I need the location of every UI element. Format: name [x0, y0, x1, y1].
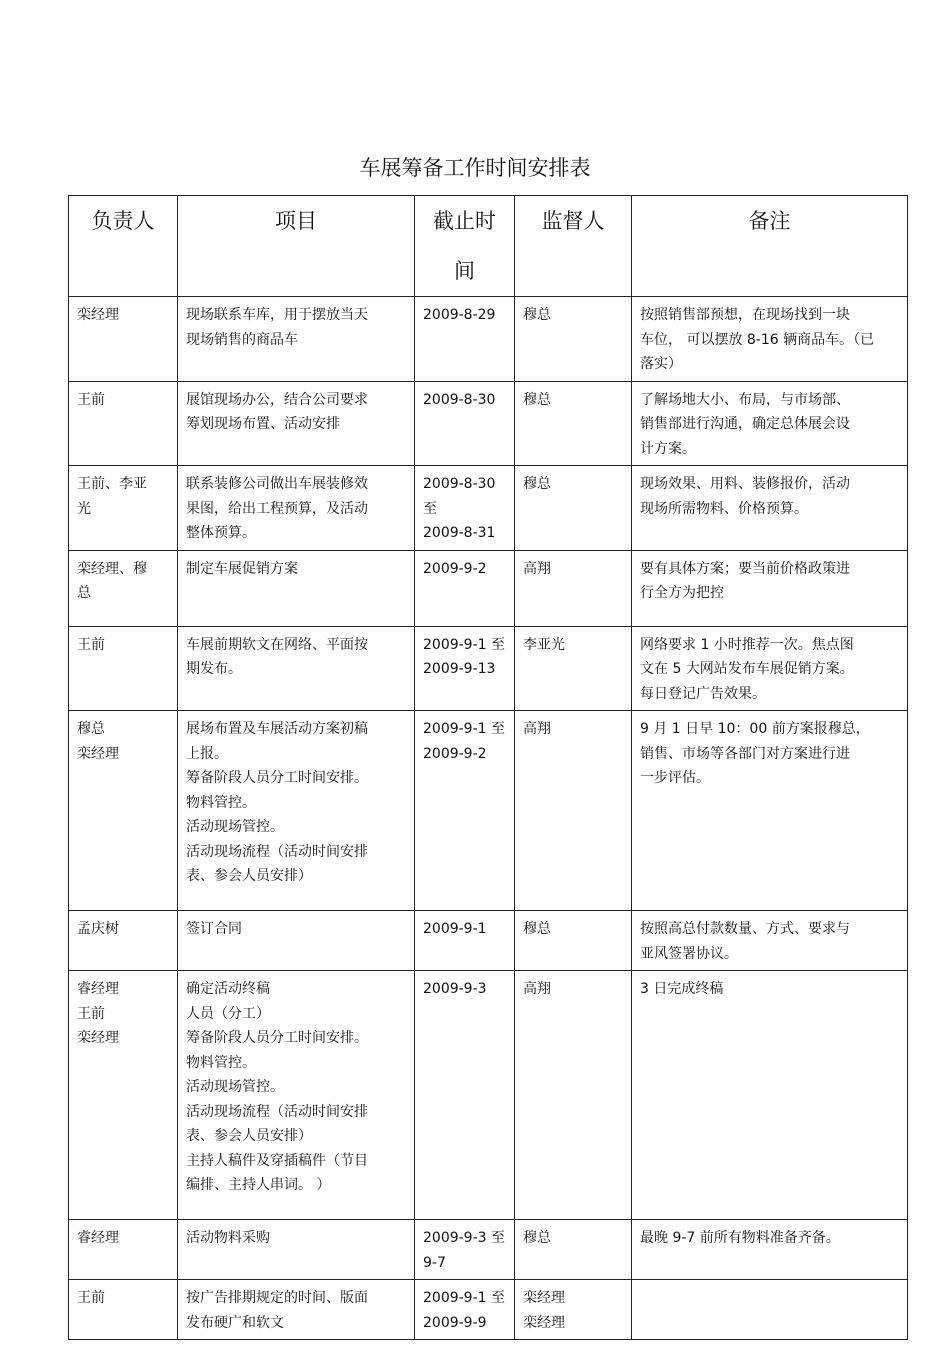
- cell-supervisor: [515, 626, 632, 711]
- owner-line: 栾经理、穆: [77, 560, 147, 577]
- cell-item: [178, 626, 415, 711]
- header-deadline: [415, 196, 515, 297]
- cell-deadline: [415, 911, 515, 971]
- note-line: 一步评估。: [640, 770, 710, 786]
- note-line: 车位， 可以摆放 8-16 辆商品车。（已: [640, 331, 875, 348]
- deadline-line: 9-7: [423, 1254, 446, 1271]
- deadline-line: 2009-9-3 至: [423, 1230, 505, 1246]
- item-line: 整体预算。: [186, 525, 256, 541]
- table-body: [69, 297, 908, 1340]
- cell-item: [178, 550, 415, 626]
- cell-item: [178, 297, 415, 382]
- owner-line: 睿经理: [77, 1230, 119, 1246]
- cell-note: [632, 711, 908, 911]
- cell-item: [178, 1220, 415, 1280]
- item-line: 活动现场流程（活动时间安排: [186, 1103, 368, 1120]
- table-row: [69, 911, 908, 971]
- supervisor-line: 高翔: [523, 981, 551, 997]
- header-row: [69, 196, 908, 297]
- item-line: 确定活动终稿: [186, 981, 270, 997]
- header-deadline-line: 截止时: [433, 209, 496, 233]
- cell-supervisor: [515, 1280, 632, 1340]
- owner-line: 栾经理: [77, 745, 119, 762]
- table-row: [69, 466, 908, 551]
- item-line: 主持人稿件及穿插稿件（节目: [186, 1152, 368, 1169]
- cell-item: [178, 381, 415, 466]
- table-row: [69, 297, 908, 382]
- item-line: 果图，给出工程预算，及活动: [186, 500, 368, 517]
- table-row: [69, 1220, 908, 1280]
- item-line: 联系装修公司做出车展装修效: [186, 476, 368, 492]
- item-line: 人员（分工）: [186, 1005, 270, 1022]
- cell-supervisor: [515, 1220, 632, 1280]
- cell-note: [632, 466, 908, 551]
- supervisor-line: 栾经理: [523, 1290, 565, 1306]
- cell-note: [632, 550, 908, 626]
- cell-owner: [69, 550, 178, 626]
- cell-deadline: [415, 1280, 515, 1340]
- cell-owner: [69, 711, 178, 911]
- cell-item: [178, 466, 415, 551]
- owner-line: 光: [77, 500, 91, 517]
- owner-line: 孟庆树: [77, 921, 119, 937]
- deadline-line: 2009-9-9: [423, 1314, 487, 1331]
- cell-supervisor: [515, 711, 632, 911]
- cell-owner: [69, 971, 178, 1220]
- deadline-line: 2009-8-29: [423, 307, 496, 323]
- item-line: 筹划现场布置、活动安排: [186, 416, 340, 432]
- cell-note: [632, 1220, 908, 1280]
- cell-owner: [69, 1280, 178, 1340]
- note-line: 按照销售部预想，在现场找到一块: [640, 307, 850, 323]
- item-line: 表、参会人员安排）: [186, 1128, 312, 1144]
- header-item: 项目: [178, 196, 415, 297]
- cell-supervisor: [515, 971, 632, 1220]
- cell-deadline: [415, 550, 515, 626]
- cell-deadline: [415, 466, 515, 551]
- item-line: 活动现场管控。: [186, 819, 284, 835]
- supervisor-line: 高翔: [523, 560, 551, 577]
- item-line: 现场联系车库，用于摆放当天: [186, 307, 368, 323]
- item-line: 车展前期软文在网络、平面按: [186, 636, 368, 653]
- item-line: 按广告排期规定的时间、版面: [186, 1290, 368, 1306]
- cell-owner: [69, 1220, 178, 1280]
- owner-line: 王前: [77, 636, 105, 653]
- cell-item: [178, 711, 415, 911]
- note-line: 9 月 1 日早 10：00 前方案报穆总，: [640, 721, 870, 737]
- item-line: 期发布。: [186, 661, 242, 677]
- deadline-line: 2009-8-31: [423, 525, 496, 541]
- cell-supervisor: [515, 381, 632, 466]
- table-row: [69, 381, 908, 466]
- cell-item: [178, 1280, 415, 1340]
- note-line: 要有具体方案；要当前价格政策进: [640, 560, 850, 577]
- note-line: 最晚 9-7 前所有物料准备齐备。: [640, 1230, 840, 1246]
- owner-line: 总: [77, 585, 91, 601]
- note-line: 了解场地大小、布局，与市场部、: [640, 391, 850, 408]
- header-supervisor: 监督人: [515, 196, 632, 297]
- cell-deadline: [415, 711, 515, 911]
- cell-owner: [69, 297, 178, 382]
- supervisor-line: 栾经理: [523, 1314, 565, 1331]
- cell-note: [632, 1280, 908, 1340]
- cell-owner: [69, 911, 178, 971]
- cell-note: [632, 381, 908, 466]
- cell-note: [632, 626, 908, 711]
- table-row: [69, 626, 908, 711]
- deadline-line: 2009-9-1 至: [423, 721, 505, 737]
- note-line: 现场效果、用料、装修报价，活动: [640, 476, 850, 492]
- deadline-line: 2009-9-1 至: [423, 636, 505, 653]
- note-line: 销售部进行沟通，确定总体展会设: [640, 416, 850, 432]
- cell-item: [178, 971, 415, 1220]
- item-line: 活动现场流程（活动时间安排: [186, 843, 368, 860]
- item-line: 表、参会人员安排）: [186, 868, 312, 884]
- item-line: 展场布置及车展活动方案初稿: [186, 721, 368, 737]
- cell-deadline: [415, 297, 515, 382]
- document-title: 车展筹备工作时间安排表: [359, 156, 591, 180]
- note-line: 3 日完成终稿: [640, 981, 724, 997]
- table-row: [69, 550, 908, 626]
- deadline-line: 2009-9-1: [423, 921, 487, 937]
- deadline-line: 2009-8-30: [423, 476, 496, 492]
- note-line: 销售、市场等各部门对方案进行进: [640, 745, 850, 762]
- owner-line: 穆总: [77, 721, 105, 737]
- deadline-line: 至: [423, 500, 437, 517]
- item-line: 物料管控。: [186, 794, 256, 811]
- note-line: 文在 5 大网站发布车展促销方案。: [640, 661, 854, 677]
- item-line: 展馆现场办公，结合公司要求: [186, 391, 368, 408]
- cell-supervisor: [515, 911, 632, 971]
- owner-line: 王前: [77, 1290, 105, 1306]
- owner-line: 王前、李亚: [77, 476, 147, 492]
- item-line: 编排、主持人串词。 ）: [186, 1177, 331, 1193]
- header-deadline-line: 间: [454, 259, 475, 283]
- note-line: 亚风签署协议。: [640, 945, 738, 962]
- table-row: [69, 971, 908, 1220]
- owner-line: 王前: [77, 1005, 105, 1022]
- schedule-table: [68, 195, 908, 1340]
- note-line: 网络要求 1 小时推荐一次。焦点图: [640, 636, 854, 653]
- cell-supervisor: [515, 550, 632, 626]
- item-line: 发布硬广和软文: [186, 1314, 284, 1331]
- note-line: 行全方为把控: [640, 585, 724, 601]
- cell-item: [178, 911, 415, 971]
- cell-deadline: [415, 971, 515, 1220]
- item-line: 签订合同: [186, 921, 242, 937]
- table-row: [69, 1280, 908, 1340]
- deadline-line: 2009-9-1 至: [423, 1290, 505, 1306]
- cell-deadline: [415, 381, 515, 466]
- supervisor-line: 李亚光: [523, 636, 565, 653]
- note-line: 落实）: [640, 356, 682, 372]
- deadline-line: 2009-8-30: [423, 391, 496, 408]
- owner-line: 栾经理: [77, 1030, 119, 1046]
- item-line: 制定车展促销方案: [186, 560, 298, 577]
- owner-line: 王前: [77, 391, 105, 408]
- supervisor-line: 高翔: [523, 721, 551, 737]
- note-line: 现场所需物料、价格预算。: [640, 500, 808, 517]
- cell-note: [632, 911, 908, 971]
- deadline-line: 2009-9-13: [423, 661, 496, 677]
- supervisor-line: 穆总: [523, 307, 551, 323]
- deadline-line: 2009-9-2: [423, 745, 487, 762]
- supervisor-line: 穆总: [523, 391, 551, 408]
- owner-line: 睿经理: [77, 981, 119, 997]
- cell-supervisor: [515, 466, 632, 551]
- note-line: 每日登记广告效果。: [640, 685, 766, 702]
- supervisor-line: 穆总: [523, 476, 551, 492]
- supervisor-line: 穆总: [523, 1230, 551, 1246]
- cell-deadline: [415, 1220, 515, 1280]
- item-line: 活动物料采购: [186, 1230, 270, 1246]
- cell-owner: [69, 626, 178, 711]
- item-line: 上报。: [186, 745, 228, 762]
- deadline-line: 2009-9-2: [423, 560, 487, 577]
- note-line: 按照高总付款数量、方式、要求与: [640, 921, 850, 937]
- cell-supervisor: [515, 297, 632, 382]
- supervisor-line: 穆总: [523, 921, 551, 937]
- item-line: 筹备阶段人员分工时间安排。: [186, 770, 368, 786]
- header-owner: 负责人: [69, 196, 178, 297]
- cell-note: [632, 971, 908, 1220]
- item-line: 物料管控。: [186, 1054, 256, 1071]
- table-row: [69, 711, 908, 911]
- item-line: 活动现场管控。: [186, 1079, 284, 1095]
- header-note: 备注: [632, 196, 908, 297]
- cell-owner: [69, 381, 178, 466]
- cell-note: [632, 297, 908, 382]
- item-line: 筹备阶段人员分工时间安排。: [186, 1030, 368, 1046]
- owner-line: 栾经理: [77, 307, 119, 323]
- deadline-line: 2009-9-3: [423, 981, 487, 997]
- cell-deadline: [415, 626, 515, 711]
- cell-owner: [69, 466, 178, 551]
- item-line: 现场销售的商品车: [186, 331, 298, 348]
- note-line: 计方案。: [640, 440, 696, 457]
